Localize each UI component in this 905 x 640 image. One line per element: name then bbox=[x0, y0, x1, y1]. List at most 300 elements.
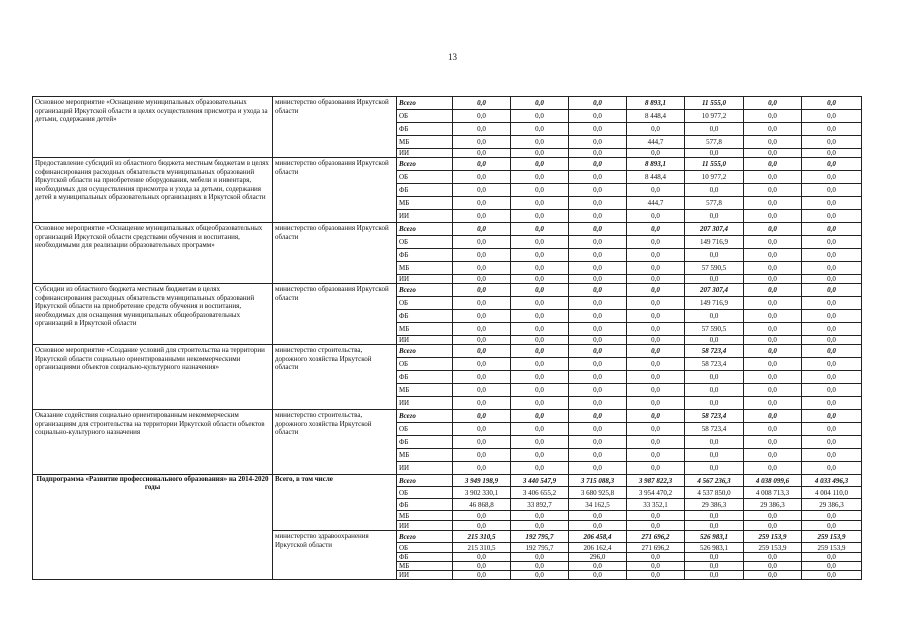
amount-cell: 0,0 bbox=[569, 123, 627, 136]
amount-cell: 0,0 bbox=[802, 345, 862, 358]
funding-source-cell: ОБ bbox=[397, 543, 453, 553]
amount-cell: 0,0 bbox=[744, 521, 802, 531]
amount-cell: 0,0 bbox=[744, 97, 802, 110]
amount-cell: 3 406 655,2 bbox=[511, 487, 569, 499]
amount-cell: 0,0 bbox=[627, 371, 685, 384]
amount-cell: 0,0 bbox=[511, 345, 569, 358]
amount-cell: 0,0 bbox=[627, 571, 685, 580]
amount-cell: 0,0 bbox=[511, 197, 569, 210]
amount-cell: 0,0 bbox=[802, 123, 862, 136]
amount-cell: 0,0 bbox=[511, 184, 569, 197]
amount-cell: 0,0 bbox=[569, 410, 627, 423]
funding-source-cell: ИИ bbox=[397, 149, 453, 158]
amount-cell: 0,0 bbox=[802, 136, 862, 149]
amount-cell: 0,0 bbox=[744, 275, 802, 284]
amount-cell: 0,0 bbox=[511, 223, 569, 236]
amount-cell: 259 153,9 bbox=[744, 531, 802, 543]
amount-cell: 0,0 bbox=[453, 110, 511, 123]
amount-cell: 0,0 bbox=[744, 511, 802, 521]
amount-cell: 192 795,7 bbox=[511, 543, 569, 553]
amount-cell: 0,0 bbox=[453, 410, 511, 423]
amount-cell: 0,0 bbox=[511, 123, 569, 136]
amount-cell: 0,0 bbox=[685, 384, 744, 397]
page-number: 13 bbox=[448, 52, 457, 62]
amount-cell: 0,0 bbox=[627, 297, 685, 310]
amount-cell: 0,0 bbox=[802, 423, 862, 436]
amount-cell: 0,0 bbox=[802, 275, 862, 284]
amount-cell: 0,0 bbox=[569, 275, 627, 284]
funding-source-cell: Всего bbox=[397, 284, 453, 297]
table-row bbox=[33, 410, 862, 423]
amount-cell: 0,0 bbox=[744, 262, 802, 275]
amount-cell: 0,0 bbox=[802, 249, 862, 262]
amount-cell: 0,0 bbox=[744, 171, 802, 184]
amount-cell: 0,0 bbox=[802, 336, 862, 345]
funding-source-cell: МБ bbox=[397, 197, 453, 210]
amount-cell: 0,0 bbox=[569, 462, 627, 475]
amount-cell: 0,0 bbox=[744, 236, 802, 249]
amount-cell: 0,0 bbox=[453, 323, 511, 336]
amount-cell: 0,0 bbox=[627, 184, 685, 197]
amount-cell: 0,0 bbox=[802, 397, 862, 410]
amount-cell: 271 696,2 bbox=[627, 543, 685, 553]
amount-cell: 0,0 bbox=[511, 284, 569, 297]
responsible-executor: министерство образования Иркутской области bbox=[273, 158, 397, 223]
activity-description: Основное мероприятие «Оснащение муниципальных общеобразовательных организаций Иркутской области средствами обучения и воспитания, необходимыми для реализации образовательных программ» bbox=[33, 223, 273, 284]
amount-cell: 0,0 bbox=[453, 123, 511, 136]
amount-cell: 0,0 bbox=[511, 571, 569, 580]
amount-cell: 0,0 bbox=[802, 449, 862, 462]
amount-cell: 0,0 bbox=[802, 511, 862, 521]
amount-cell: 0,0 bbox=[569, 511, 627, 521]
amount-cell: 4 537 850,0 bbox=[685, 487, 744, 499]
funding-source-cell: ФБ bbox=[397, 499, 453, 511]
amount-cell: 0,0 bbox=[744, 410, 802, 423]
amount-cell: 259 153,9 bbox=[802, 543, 862, 553]
amount-cell: 0,0 bbox=[453, 262, 511, 275]
amount-cell: 0,0 bbox=[511, 371, 569, 384]
amount-cell: 0,0 bbox=[453, 553, 511, 562]
amount-cell: 3 902 330,1 bbox=[453, 487, 511, 499]
amount-cell: 192 795,7 bbox=[511, 531, 569, 543]
amount-cell: 3 440 547,9 bbox=[511, 475, 569, 487]
funding-source-cell: МБ bbox=[397, 323, 453, 336]
amount-cell: 0,0 bbox=[627, 384, 685, 397]
amount-cell: 0,0 bbox=[511, 423, 569, 436]
amount-cell: 0,0 bbox=[569, 436, 627, 449]
funding-source-cell: ФБ bbox=[397, 310, 453, 323]
amount-cell: 0,0 bbox=[627, 284, 685, 297]
funding-source-cell: Всего bbox=[397, 345, 453, 358]
amount-cell: 0,0 bbox=[744, 210, 802, 223]
amount-cell: 57 590,5 bbox=[685, 323, 744, 336]
amount-cell: 0,0 bbox=[744, 297, 802, 310]
amount-cell: 0,0 bbox=[802, 562, 862, 571]
amount-cell: 0,0 bbox=[802, 553, 862, 562]
funding-source-cell: Всего bbox=[397, 158, 453, 171]
amount-cell: 0,0 bbox=[685, 571, 744, 580]
funding-source-cell: ФБ bbox=[397, 249, 453, 262]
amount-cell: 3 680 925,8 bbox=[569, 487, 627, 499]
amount-cell: 0,0 bbox=[744, 553, 802, 562]
amount-cell: 0,0 bbox=[511, 562, 569, 571]
amount-cell: 0,0 bbox=[453, 149, 511, 158]
amount-cell: 0,0 bbox=[453, 571, 511, 580]
amount-cell: 0,0 bbox=[569, 158, 627, 171]
amount-cell: 0,0 bbox=[802, 110, 862, 123]
amount-cell: 0,0 bbox=[569, 323, 627, 336]
activity-description: Оказание содействия социально ориентированным некоммерческим организациям для строительства на территории Иркутской области объектов социально-культурного назначения bbox=[33, 410, 273, 475]
amount-cell: 0,0 bbox=[453, 236, 511, 249]
amount-cell: 0,0 bbox=[453, 158, 511, 171]
amount-cell: 0,0 bbox=[685, 449, 744, 462]
responsible-executor: министерство строительства, дорожного хозяйства Иркутской области bbox=[273, 345, 397, 410]
amount-cell: 10 977,2 bbox=[685, 110, 744, 123]
amount-cell: 0,0 bbox=[685, 249, 744, 262]
table-row bbox=[33, 223, 862, 236]
budget-table bbox=[32, 96, 862, 580]
amount-cell: 0,0 bbox=[569, 210, 627, 223]
amount-cell: 0,0 bbox=[627, 345, 685, 358]
amount-cell: 0,0 bbox=[802, 197, 862, 210]
table-row bbox=[33, 345, 862, 358]
funding-source-cell: ИИ bbox=[397, 462, 453, 475]
amount-cell: 0,0 bbox=[511, 449, 569, 462]
amount-cell: 0,0 bbox=[685, 336, 744, 345]
amount-cell: 0,0 bbox=[511, 158, 569, 171]
amount-cell: 3 949 198,9 bbox=[453, 475, 511, 487]
amount-cell: 57 590,5 bbox=[685, 262, 744, 275]
amount-cell: 0,0 bbox=[511, 262, 569, 275]
amount-cell: 0,0 bbox=[453, 275, 511, 284]
amount-cell: 0,0 bbox=[453, 197, 511, 210]
amount-cell: 0,0 bbox=[627, 358, 685, 371]
amount-cell: 33 892,7 bbox=[511, 499, 569, 511]
amount-cell: 0,0 bbox=[744, 197, 802, 210]
amount-cell: 0,0 bbox=[453, 562, 511, 571]
amount-cell: 3 987 822,3 bbox=[627, 475, 685, 487]
amount-cell: 0,0 bbox=[569, 171, 627, 184]
amount-cell: 0,0 bbox=[685, 397, 744, 410]
amount-cell: 0,0 bbox=[744, 110, 802, 123]
funding-source-cell: ОБ bbox=[397, 171, 453, 184]
amount-cell: 0,0 bbox=[685, 521, 744, 531]
amount-cell: 10 977,2 bbox=[685, 171, 744, 184]
amount-cell: 3 715 088,3 bbox=[569, 475, 627, 487]
amount-cell: 29 386,3 bbox=[802, 499, 862, 511]
amount-cell: 0,0 bbox=[802, 284, 862, 297]
amount-cell: 0,0 bbox=[453, 511, 511, 521]
amount-cell: 0,0 bbox=[453, 397, 511, 410]
amount-cell: 0,0 bbox=[511, 171, 569, 184]
amount-cell: 0,0 bbox=[453, 284, 511, 297]
funding-source-cell: ОБ bbox=[397, 358, 453, 371]
amount-cell: 0,0 bbox=[569, 571, 627, 580]
funding-source-cell: Всего bbox=[397, 410, 453, 423]
amount-cell: 0,0 bbox=[627, 323, 685, 336]
amount-cell: 0,0 bbox=[627, 336, 685, 345]
amount-cell: 3 954 470,2 bbox=[627, 487, 685, 499]
amount-cell: 0,0 bbox=[627, 436, 685, 449]
amount-cell: 0,0 bbox=[685, 275, 744, 284]
amount-cell: 0,0 bbox=[744, 345, 802, 358]
amount-cell: 149 716,9 bbox=[685, 236, 744, 249]
amount-cell: 207 307,4 bbox=[685, 284, 744, 297]
activity-description: Субсидии из областного бюджета местным бюджетам в целях софинансирования расходных обязательств муниципальных образований Иркутской области на приобретение средств обучения и воспитания, необходимых для оснащения муниципальных общеобразовательных организаций в Иркутской области bbox=[33, 284, 273, 345]
amount-cell: 0,0 bbox=[685, 123, 744, 136]
table-row bbox=[33, 284, 862, 297]
amount-cell: 0,0 bbox=[569, 284, 627, 297]
amount-cell: 0,0 bbox=[627, 521, 685, 531]
amount-cell: 8 893,1 bbox=[627, 97, 685, 110]
amount-cell: 0,0 bbox=[453, 521, 511, 531]
amount-cell: 0,0 bbox=[569, 262, 627, 275]
amount-cell: 0,0 bbox=[744, 397, 802, 410]
amount-cell: 0,0 bbox=[511, 97, 569, 110]
amount-cell: 0,0 bbox=[627, 511, 685, 521]
amount-cell: 0,0 bbox=[744, 462, 802, 475]
funding-source-cell: ИИ bbox=[397, 521, 453, 531]
funding-source-cell: МБ bbox=[397, 262, 453, 275]
activity-description: Основное мероприятие «Создание условий для строительства на территории Иркутской области социально ориентированными некоммерческими организациями объектов социально-культурного назначения» bbox=[33, 345, 273, 410]
amount-cell: 0,0 bbox=[453, 310, 511, 323]
amount-cell: 0,0 bbox=[569, 397, 627, 410]
amount-cell: 0,0 bbox=[744, 249, 802, 262]
amount-cell: 0,0 bbox=[627, 423, 685, 436]
funding-source-cell: Всего bbox=[397, 223, 453, 236]
amount-cell: 0,0 bbox=[511, 323, 569, 336]
amount-cell: 0,0 bbox=[453, 436, 511, 449]
funding-source-cell: ИИ bbox=[397, 571, 453, 580]
amount-cell: 0,0 bbox=[802, 158, 862, 171]
amount-cell: 0,0 bbox=[511, 553, 569, 562]
funding-source-cell: ОБ bbox=[397, 487, 453, 499]
amount-cell: 0,0 bbox=[802, 236, 862, 249]
amount-cell: 577,8 bbox=[685, 197, 744, 210]
responsible-executor: министерство строительства, дорожного хозяйства Иркутской области bbox=[273, 410, 397, 475]
amount-cell: 0,0 bbox=[569, 223, 627, 236]
amount-cell: 0,0 bbox=[744, 571, 802, 580]
amount-cell: 0,0 bbox=[569, 97, 627, 110]
table-row bbox=[33, 97, 862, 110]
subprogram-total-label: Всего, в том числе bbox=[273, 475, 397, 531]
activity-description: Предоставление субсидий из областного бюджета местным бюджетам в целях софинансирования расходных обязательств муниципальных образований Иркутской области на приобретение оборудования, мебели и инвентаря, необходимых для осуществления присмотра и ухода за детьми, содержания детей в муниципальных образовательных организациях в Иркутской области bbox=[33, 158, 273, 223]
amount-cell: 0,0 bbox=[453, 371, 511, 384]
amount-cell: 11 555,0 bbox=[685, 158, 744, 171]
amount-cell: 0,0 bbox=[802, 210, 862, 223]
amount-cell: 0,0 bbox=[511, 297, 569, 310]
amount-cell: 0,0 bbox=[685, 436, 744, 449]
amount-cell: 0,0 bbox=[627, 262, 685, 275]
amount-cell: 0,0 bbox=[627, 249, 685, 262]
funding-source-cell: МБ bbox=[397, 562, 453, 571]
amount-cell: 29 386,3 bbox=[744, 499, 802, 511]
amount-cell: 0,0 bbox=[569, 449, 627, 462]
amount-cell: 0,0 bbox=[511, 358, 569, 371]
amount-cell: 0,0 bbox=[802, 223, 862, 236]
amount-cell: 271 696,2 bbox=[627, 531, 685, 543]
amount-cell: 0,0 bbox=[744, 371, 802, 384]
amount-cell: 526 983,1 bbox=[685, 543, 744, 553]
amount-cell: 0,0 bbox=[511, 210, 569, 223]
amount-cell: 0,0 bbox=[744, 223, 802, 236]
amount-cell: 0,0 bbox=[744, 336, 802, 345]
amount-cell: 0,0 bbox=[569, 345, 627, 358]
amount-cell: 0,0 bbox=[627, 462, 685, 475]
amount-cell: 0,0 bbox=[569, 423, 627, 436]
amount-cell: 0,0 bbox=[569, 297, 627, 310]
amount-cell: 0,0 bbox=[569, 384, 627, 397]
amount-cell: 0,0 bbox=[744, 123, 802, 136]
amount-cell: 0,0 bbox=[511, 236, 569, 249]
amount-cell: 0,0 bbox=[569, 371, 627, 384]
funding-source-cell: ОБ bbox=[397, 297, 453, 310]
amount-cell: 0,0 bbox=[744, 184, 802, 197]
funding-source-cell: ФБ bbox=[397, 371, 453, 384]
amount-cell: 8 448,4 bbox=[627, 171, 685, 184]
amount-cell: 0,0 bbox=[453, 336, 511, 345]
amount-cell: 0,0 bbox=[627, 397, 685, 410]
funding-source-cell: ИИ bbox=[397, 275, 453, 284]
amount-cell: 0,0 bbox=[511, 110, 569, 123]
amount-cell: 0,0 bbox=[744, 562, 802, 571]
amount-cell: 0,0 bbox=[744, 149, 802, 158]
table-row bbox=[33, 158, 862, 171]
amount-cell: 259 153,9 bbox=[802, 531, 862, 543]
amount-cell: 0,0 bbox=[802, 297, 862, 310]
amount-cell: 0,0 bbox=[453, 462, 511, 475]
amount-cell: 0,0 bbox=[744, 436, 802, 449]
amount-cell: 0,0 bbox=[453, 171, 511, 184]
amount-cell: 4 038 099,6 bbox=[744, 475, 802, 487]
funding-source-cell: ФБ bbox=[397, 184, 453, 197]
amount-cell: 0,0 bbox=[744, 449, 802, 462]
amount-cell: 0,0 bbox=[453, 97, 511, 110]
amount-cell: 0,0 bbox=[744, 384, 802, 397]
amount-cell: 0,0 bbox=[744, 358, 802, 371]
amount-cell: 0,0 bbox=[802, 97, 862, 110]
amount-cell: 0,0 bbox=[511, 310, 569, 323]
amount-cell: 207 307,4 bbox=[685, 223, 744, 236]
amount-cell: 46 868,8 bbox=[453, 499, 511, 511]
amount-cell: 0,0 bbox=[802, 171, 862, 184]
amount-cell: 296,0 bbox=[569, 553, 627, 562]
amount-cell: 0,0 bbox=[802, 358, 862, 371]
amount-cell: 11 555,0 bbox=[685, 97, 744, 110]
amount-cell: 0,0 bbox=[511, 521, 569, 531]
amount-cell: 0,0 bbox=[453, 449, 511, 462]
amount-cell: 444,7 bbox=[627, 197, 685, 210]
amount-cell: 58 723,4 bbox=[685, 423, 744, 436]
amount-cell: 0,0 bbox=[685, 553, 744, 562]
amount-cell: 206 162,4 bbox=[569, 543, 627, 553]
amount-cell: 0,0 bbox=[802, 436, 862, 449]
amount-cell: 0,0 bbox=[685, 184, 744, 197]
amount-cell: 0,0 bbox=[569, 149, 627, 158]
amount-cell: 0,0 bbox=[627, 149, 685, 158]
amount-cell: 0,0 bbox=[453, 345, 511, 358]
amount-cell: 0,0 bbox=[511, 275, 569, 284]
responsible-executor: министерство образования Иркутской области bbox=[273, 223, 397, 284]
amount-cell: 0,0 bbox=[627, 223, 685, 236]
amount-cell: 0,0 bbox=[802, 371, 862, 384]
amount-cell: 0,0 bbox=[453, 384, 511, 397]
funding-source-cell: Всего bbox=[397, 531, 453, 543]
amount-cell: 0,0 bbox=[685, 562, 744, 571]
amount-cell: 0,0 bbox=[453, 184, 511, 197]
amount-cell: 0,0 bbox=[627, 410, 685, 423]
amount-cell: 0,0 bbox=[685, 210, 744, 223]
amount-cell: 0,0 bbox=[569, 110, 627, 123]
amount-cell: 0,0 bbox=[511, 511, 569, 521]
amount-cell: 0,0 bbox=[511, 336, 569, 345]
funding-source-cell: МБ bbox=[397, 511, 453, 521]
amount-cell: 526 983,1 bbox=[685, 531, 744, 543]
amount-cell: 0,0 bbox=[802, 184, 862, 197]
amount-cell: 0,0 bbox=[685, 511, 744, 521]
amount-cell: 0,0 bbox=[569, 358, 627, 371]
funding-source-cell: МБ bbox=[397, 384, 453, 397]
amount-cell: 0,0 bbox=[453, 249, 511, 262]
amount-cell: 0,0 bbox=[569, 310, 627, 323]
amount-cell: 0,0 bbox=[569, 521, 627, 531]
funding-source-cell: ФБ bbox=[397, 436, 453, 449]
amount-cell: 0,0 bbox=[802, 310, 862, 323]
subprogram-title: Подпрограмма «Развитие профессионального образования» на 2014-2020 годы bbox=[33, 475, 273, 580]
responsible-executor: министерство образования Иркутской области bbox=[273, 97, 397, 158]
amount-cell: 0,0 bbox=[511, 462, 569, 475]
amount-cell: 0,0 bbox=[453, 136, 511, 149]
amount-cell: 58 723,4 bbox=[685, 345, 744, 358]
amount-cell: 259 153,9 bbox=[744, 543, 802, 553]
amount-cell: 8 893,1 bbox=[627, 158, 685, 171]
amount-cell: 215 310,5 bbox=[453, 531, 511, 543]
amount-cell: 0,0 bbox=[511, 410, 569, 423]
amount-cell: 0,0 bbox=[802, 384, 862, 397]
amount-cell: 0,0 bbox=[744, 310, 802, 323]
amount-cell: 0,0 bbox=[802, 410, 862, 423]
health-ministry-executor: министерство здравоохранения Иркутской области bbox=[273, 531, 397, 580]
amount-cell: 0,0 bbox=[802, 462, 862, 475]
amount-cell: 58 723,4 bbox=[685, 410, 744, 423]
amount-cell: 0,0 bbox=[453, 423, 511, 436]
amount-cell: 577,8 bbox=[685, 136, 744, 149]
amount-cell: 0,0 bbox=[802, 149, 862, 158]
amount-cell: 0,0 bbox=[685, 149, 744, 158]
amount-cell: 0,0 bbox=[453, 297, 511, 310]
amount-cell: 0,0 bbox=[569, 136, 627, 149]
amount-cell: 0,0 bbox=[627, 236, 685, 249]
table-row bbox=[33, 475, 862, 487]
amount-cell: 0,0 bbox=[569, 184, 627, 197]
amount-cell: 206 458,4 bbox=[569, 531, 627, 543]
amount-cell: 149 716,9 bbox=[685, 297, 744, 310]
amount-cell: 0,0 bbox=[569, 249, 627, 262]
amount-cell: 0,0 bbox=[511, 149, 569, 158]
amount-cell: 4 004 110,0 bbox=[802, 487, 862, 499]
amount-cell: 0,0 bbox=[802, 521, 862, 531]
amount-cell: 0,0 bbox=[627, 123, 685, 136]
amount-cell: 0,0 bbox=[685, 310, 744, 323]
amount-cell: 0,0 bbox=[453, 223, 511, 236]
funding-source-cell: ФБ bbox=[397, 123, 453, 136]
funding-source-cell: ФБ bbox=[397, 553, 453, 562]
amount-cell: 0,0 bbox=[511, 136, 569, 149]
amount-cell: 0,0 bbox=[511, 397, 569, 410]
amount-cell: 0,0 bbox=[453, 210, 511, 223]
amount-cell: 0,0 bbox=[685, 371, 744, 384]
funding-source-cell: МБ bbox=[397, 449, 453, 462]
